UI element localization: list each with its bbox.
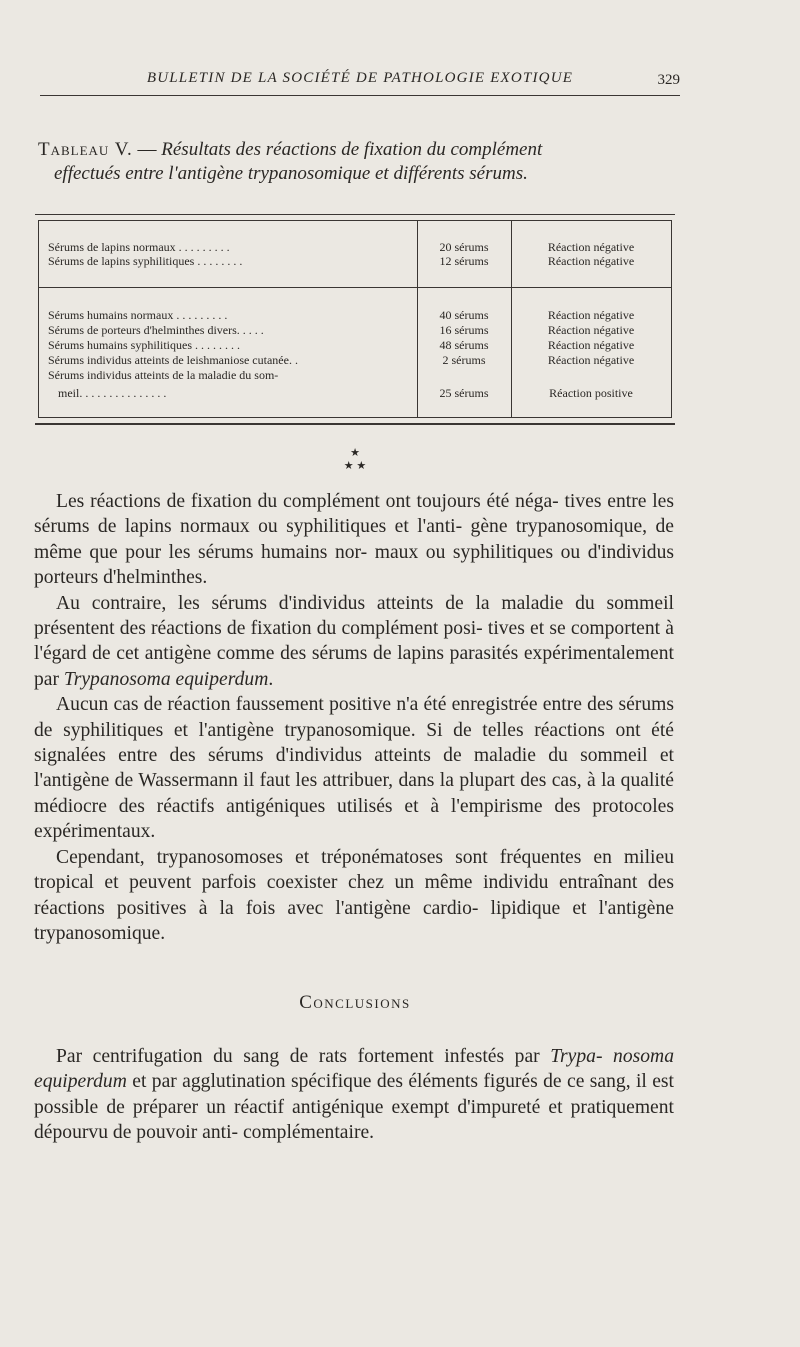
count-cell: 20 sérums bbox=[439, 240, 489, 254]
paragraph-text: Par centrifugation du sang de rats fortement infestés par bbox=[56, 1046, 551, 1067]
paragraph-text: Au contraire, les sérums d'individus atteints de la maladie du sommeil présentent des réactions de fixation du complément posi- tives et se comportent à l'égard de cet antigène comme des sérums de lapins parasités expérimentalement par bbox=[34, 592, 674, 690]
count-cell: 40 sérums bbox=[439, 308, 489, 322]
table-row bbox=[39, 323, 671, 337]
count-cell: 48 sérums bbox=[439, 338, 489, 352]
journal-title: BULLETIN DE LA SOCIÉTÉ DE PATHOLOGIE EXOTIQUE bbox=[146, 70, 574, 86]
serum-cell: Sérums de porteurs d'helminthes divers. . . . . bbox=[48, 323, 264, 337]
paragraph bbox=[34, 1044, 674, 1146]
table-row bbox=[39, 386, 671, 400]
serum-cell: Sérums de lapins syphilitiques . . . . . . . . bbox=[48, 254, 243, 268]
separator-star: ★ bbox=[350, 447, 360, 459]
paragraph: Aucun cas de réaction faussement positive n'a été enregistrée entre des sérums de syphilitiques et l'antigène trypanosomique. Si de telles réactions ont été signalées entre des sérums d'individus atteints de maladie du sommeil et l'antigène de Wassermann il faut les attribuer, dans la plupart des cas, à la qualité médiocre des réactifs antigéniques utilisés et à l'empirisme des protocoles expérimentaux. bbox=[34, 694, 674, 843]
running-header bbox=[40, 70, 680, 96]
paragraph: Cependant, trypanosomoses et tréponématoses sont fréquentes en milieu tropical et peuvent parfois coexister chez un même individu entraînant des réactions positives à la fois avec l'antigène cardio- lipidique et l'antigène trypanosomique. bbox=[34, 846, 674, 944]
count-cell: 12 sérums bbox=[439, 254, 489, 268]
results-table bbox=[35, 214, 675, 425]
table-row bbox=[39, 338, 671, 352]
count-cell: 2 sérums bbox=[442, 353, 486, 367]
results-table-body bbox=[38, 220, 672, 418]
caption-title-line1: Résultats des réactions de fixation du complément bbox=[161, 139, 543, 160]
table-row bbox=[39, 240, 671, 254]
result-cell: Réaction négative bbox=[547, 240, 635, 254]
table-row bbox=[39, 308, 671, 322]
body-text bbox=[34, 489, 674, 946]
serum-cell: Sérums humains normaux . . . . . . . . . bbox=[48, 308, 228, 322]
species-name: Trypa- nosoma equiperdum bbox=[34, 1046, 674, 1093]
result-cell: Réaction négative bbox=[547, 338, 635, 352]
table-row bbox=[39, 353, 671, 367]
table-row bbox=[39, 368, 671, 382]
serum-cell: Sérums individus atteints de leishmaniose cutanée. . bbox=[48, 353, 298, 367]
group-divider bbox=[39, 287, 671, 288]
conclusion-text bbox=[34, 1044, 674, 1146]
paragraph-text: . bbox=[268, 668, 274, 690]
serum-cell: Sérums de lapins normaux . . . . . . . . . bbox=[48, 240, 230, 254]
caption-title-line2: effectués entre l'antigène trypanosomique et différents sérums. bbox=[54, 163, 528, 184]
separator-stars: ★ ★ bbox=[343, 460, 367, 472]
table-label: Tableau V. bbox=[38, 139, 133, 160]
table-row bbox=[39, 254, 671, 268]
result-cell: Réaction négative bbox=[547, 323, 635, 337]
table-caption bbox=[38, 138, 678, 186]
result-cell: Réaction négative bbox=[547, 254, 635, 268]
section-title: Conclusions bbox=[299, 992, 411, 1013]
count-cell: 16 sérums bbox=[439, 323, 489, 337]
page-number: 329 bbox=[657, 72, 680, 88]
caption-dash: — bbox=[132, 139, 162, 160]
serum-cell: meil. . . . . . . . . . . . . . . bbox=[58, 386, 167, 400]
species-name: Trypanosoma equiperdum bbox=[63, 668, 269, 690]
result-cell: Réaction négative bbox=[547, 308, 635, 322]
result-cell: Réaction positive bbox=[549, 386, 633, 400]
paragraph: Les réactions de fixation du complément ont toujours été néga- tives entre les sérums de lapins normaux ou syphilitiques et l'anti- gène trypanosomique, de même que pour les sérums humains nor- maux ou syphilitiques ou d'individus porteurs d'helminthes. bbox=[34, 491, 674, 589]
result-cell: Réaction négative bbox=[547, 353, 635, 367]
serum-cell: Sérums humains syphilitiques . . . . . . . . bbox=[48, 338, 240, 352]
count-cell: 25 sérums bbox=[439, 386, 489, 400]
serum-cell: Sérums individus atteints de la maladie du som- bbox=[48, 368, 279, 382]
paragraph bbox=[34, 591, 674, 693]
paragraph-text: et par agglutination spécifique des éléments figurés de ce sang, il est possible de préparer un réactif antigénique exempt d'impureté et pratiquement dépourvu de pouvoir anti- complémentaire. bbox=[34, 1071, 674, 1144]
